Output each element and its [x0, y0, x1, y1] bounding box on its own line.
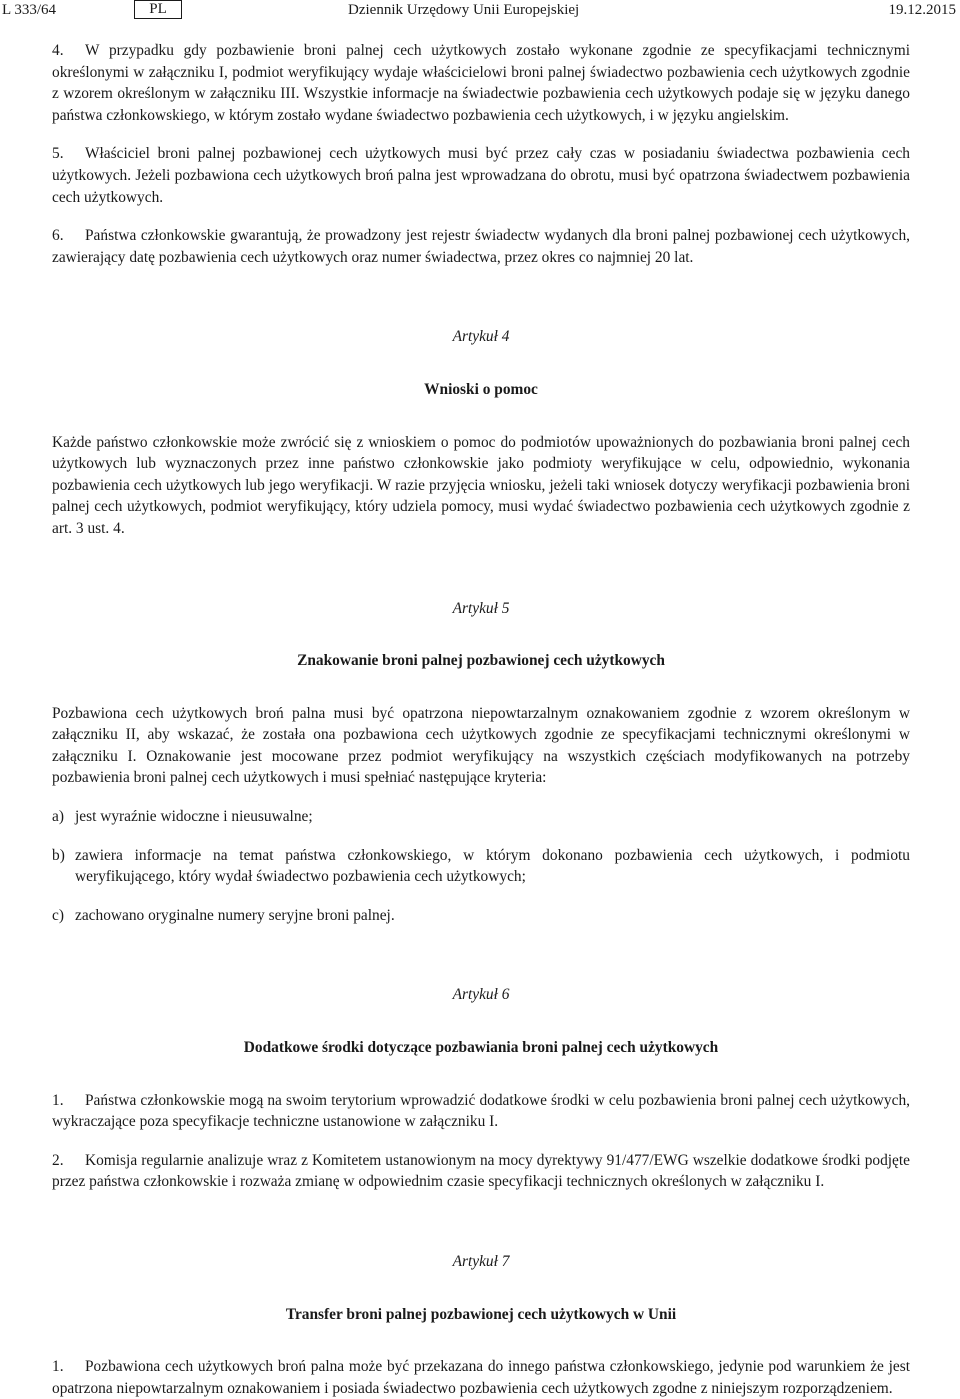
list-item-label: c)	[52, 906, 64, 924]
paragraph-text: Państwa członkowskie mogą na swoim terytorium wprowadzić dodatkowe środki w celu pozbawienia broni palnej cech użytkowych, wykraczające poza specyfikacje techniczne ustanowione w załączniku I.	[52, 1091, 910, 1131]
article-5-number: Artykuł 5	[452, 599, 510, 617]
article-4-text: Każde państwo członkowskie może zwrócić się z wnioskiem o pomoc do podmiotów upoważnionych do pozbawiania broni palnej cech użytkowych lub wyznaczonych przez inne państwo członkowskie jako podmioty weryfikujące w celu, odpowiednio, wykonania pozbawienia cech użytkowych lub jego weryfikacji. W razie przyjęcia wniosku, jeżeli taki wniosek dotyczy weryfikacji pozbawienia broni palnej cech użytkowych, podmiot weryfikujący, który udziela pomocy, musi wydać świadectwo pozbawienia cech użytkowych zgodnie z art. 3 ust. 4.	[52, 433, 910, 537]
paragraph-text: Państwa członkowskie gwarantują, że prowadzony jest rejestr świadectw wydanych dla broni palnej pozbawionej cech użytkowych, zawierający datę pozbawienia cech użytkowych oraz numer świadectwa, przez okres co najmniej 20 lat.	[52, 227, 910, 266]
list-item-label: b)	[52, 846, 65, 864]
document-body	[52, 40, 910, 1399]
article-5-title: Znakowanie broni palnej pozbawionej cech użytkowych	[297, 652, 665, 670]
list-item-text: jest wyraźnie widoczne i nieusuwalne;	[75, 808, 313, 826]
paragraph-number: 4.	[52, 42, 64, 59]
article-7-number: Artykuł 7	[452, 1253, 510, 1270]
paragraph-6	[52, 225, 910, 268]
article-4-title: Wnioski o pomoc	[424, 380, 538, 398]
article-6-number: Artykuł 6	[452, 986, 510, 1004]
paragraph-text: Pozbawiona cech użytkowych broń palna może być przekazana do innego państwa członkowskiego, jedynie pod warunkiem że jest opatrzona niepowtarzalnym oznakowaniem i posiada świadectwo pozbawienia cech użytkowych zgodne z niniejszym rozporządzeniem.	[52, 1358, 910, 1397]
paragraph-text: W przypadku gdy pozbawienie broni palnej cech użytkowych zostało wykonane zgodnie ze specyfikacjami technicznymi określonymi w załączniku I, podmiot weryfikujący wydaje właścicielowi broni palnej świadectwo pozbawienia cech użytkowych zgodnie z wzorem określonym w załączniku III. Wszystkie informacje na świadectwie pozbawienia cech użytkowych podaje się w języku danego państwa członkowskiego, w którym zostało wydane świadectwo pozbawienia cech użytkowych, i w języku angielskim.	[52, 42, 910, 124]
list-item-text: zawiera informacje na temat państwa członkowskiego, w którym dokonano pozbawienia cech użytkowych, i podmiotu weryfikującego, który wydał świadectwo pozbawienia cech użytkowych;	[75, 846, 910, 886]
paragraph-number: 2.	[52, 1151, 64, 1169]
paragraph-text: Komisja regularnie analizuje wraz z Komitetem ustanowionym na mocy dyrektywy 91/477/EWG wszelkie dodatkowe środki podjęte przez państwa członkowskie i rozważa zmianę w odpowiednim czasie specyfikacji technicznych określonych w załączniku I.	[52, 1151, 910, 1191]
language-badge: PL	[134, 0, 182, 19]
list-item-label: a)	[52, 808, 64, 826]
publication-date: 19.12.2015	[888, 2, 956, 18]
article-6-title: Dodatkowe środki dotyczące pozbawiania broni palnej cech użytkowych	[243, 1039, 719, 1057]
list-item-c	[52, 905, 910, 927]
paragraph-number: 1.	[52, 1358, 64, 1376]
page-header	[0, 0, 960, 24]
article-6-paragraph-2	[52, 1150, 910, 1193]
paragraph-number: 1.	[52, 1091, 64, 1109]
list-item-b	[52, 845, 910, 888]
journal-title: Dziennik Urzędowy Unii Europejskiej	[348, 2, 580, 18]
paragraph-5	[52, 143, 910, 208]
article-4-number: Artykuł 4	[452, 328, 510, 346]
list-item-text: zachowano oryginalne numery seryjne broni palnej.	[75, 906, 395, 924]
article-6-paragraph-1	[52, 1090, 910, 1133]
list-item-a	[52, 806, 910, 828]
paragraph-number: 5.	[52, 145, 64, 163]
article-7-title: Transfer broni palnej pozbawionej cech użytkowych w Unii	[285, 1305, 677, 1323]
article-5-intro: Pozbawiona cech użytkowych broń palna musi być opatrzona niepowtarzalnym oznakowaniem zgodnie z wzorem określonym w załączniku II, aby wskazać, że została ona pozbawiona cech użytkowych zgodnie ze specyfikacjami technicznymi określonymi w załączniku I. Oznakowanie jest mocowane przez podmiot weryfikujący na wszystkich częściach modyfikowanych na potrzeby pozbawienia broni palnej cech użytkowych i musi spełniać następujące kryteria:	[52, 704, 910, 787]
paragraph-number: 6.	[52, 227, 64, 245]
page-reference: L 333/64	[2, 2, 57, 18]
paragraph-4	[52, 40, 910, 126]
paragraph-text: Właściciel broni palnej pozbawionej cech użytkowych musi być przez cały czas w posiadaniu świadectwa pozbawienia cech użytkowych. Jeżeli pozbawiona cech użytkowych broń palna jest wprowadzana do obrotu, musi być opatrzona świadectwem pozbawienia cech użytkowych.	[52, 145, 910, 206]
